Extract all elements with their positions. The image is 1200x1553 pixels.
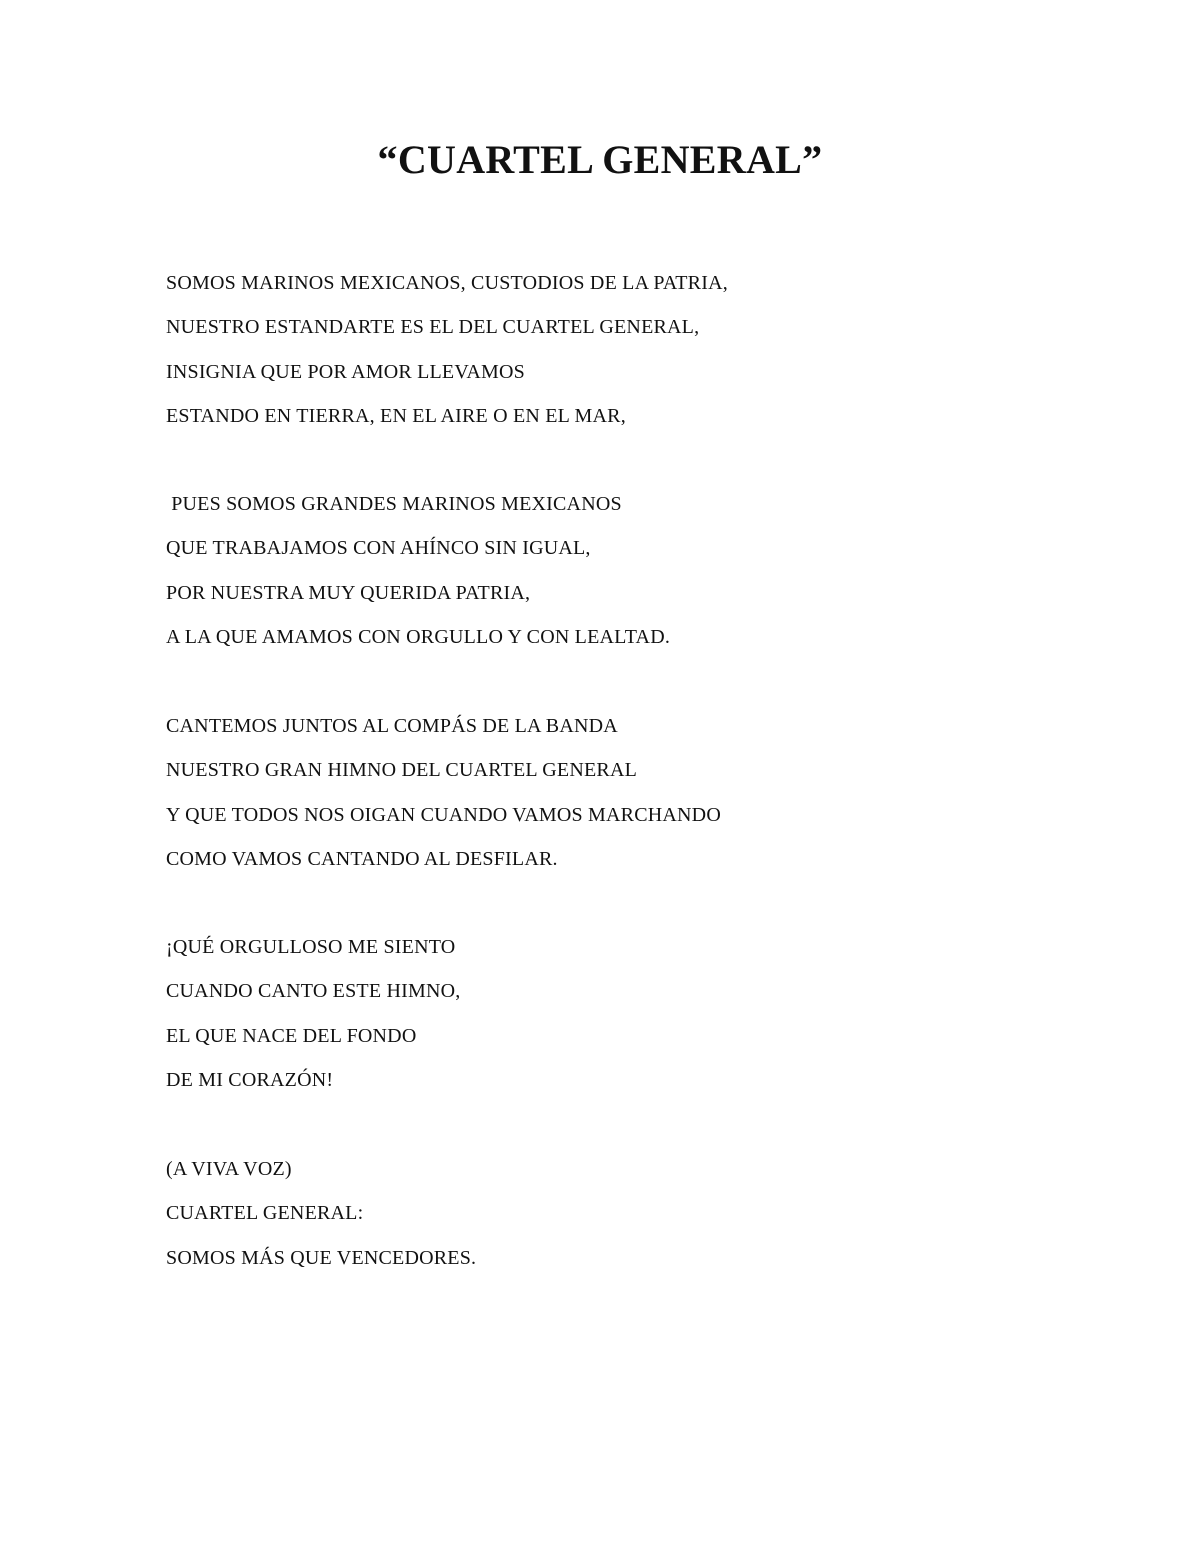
verse-line: EL QUE NACE DEL FONDO	[166, 1024, 417, 1047]
stanza	[166, 704, 1066, 881]
verse-line: CUANDO CANTO ESTE HIMNO,	[166, 980, 461, 1003]
verse-line: CUARTEL GENERAL:	[166, 1202, 364, 1225]
verse-line: NUESTRO GRAN HIMNO DEL CUARTEL GENERAL	[166, 759, 637, 782]
page-title: “CUARTEL GENERAL”	[377, 137, 823, 182]
verse-line: A LA QUE AMAMOS CON ORGULLO Y CON LEALTAD.	[166, 625, 671, 648]
verse-line: PUES SOMOS GRANDES MARINOS MEXICANOS	[166, 493, 622, 515]
stanza	[166, 482, 1066, 659]
verse-line: SOMOS MÁS QUE VENCEDORES.	[166, 1246, 477, 1269]
stanza	[166, 925, 1066, 1102]
stanza	[166, 261, 1066, 438]
verse-line: QUE TRABAJAMOS CON AHÍNCO SIN IGUAL,	[166, 537, 591, 560]
verse-line: POR NUESTRA MUY QUERIDA PATRIA,	[166, 581, 531, 604]
verse-line: INSIGNIA QUE POR AMOR LLEVAMOS	[166, 360, 525, 383]
verse-line: CANTEMOS JUNTOS AL COMPÁS DE LA BANDA	[166, 715, 618, 737]
verse-line: ESTANDO EN TIERRA, EN EL AIRE O EN EL MAR,	[166, 404, 626, 427]
verse-line: NUESTRO ESTANDARTE ES EL DEL CUARTEL GENERAL,	[166, 316, 700, 339]
stanza	[166, 1147, 1066, 1280]
verse-line: (A VIVA VOZ)	[166, 1158, 292, 1180]
verse-line: SOMOS MARINOS MEXICANOS, CUSTODIOS DE LA PATRIA,	[166, 272, 728, 294]
verse-line: DE MI CORAZÓN!	[166, 1068, 334, 1091]
verse-line: ¡QUÉ ORGULLOSO ME SIENTO	[166, 936, 456, 958]
verse-line: Y QUE TODOS NOS OIGAN CUANDO VAMOS MARCHANDO	[166, 803, 721, 826]
verse-line: COMO VAMOS CANTANDO AL DESFILAR.	[166, 847, 558, 870]
